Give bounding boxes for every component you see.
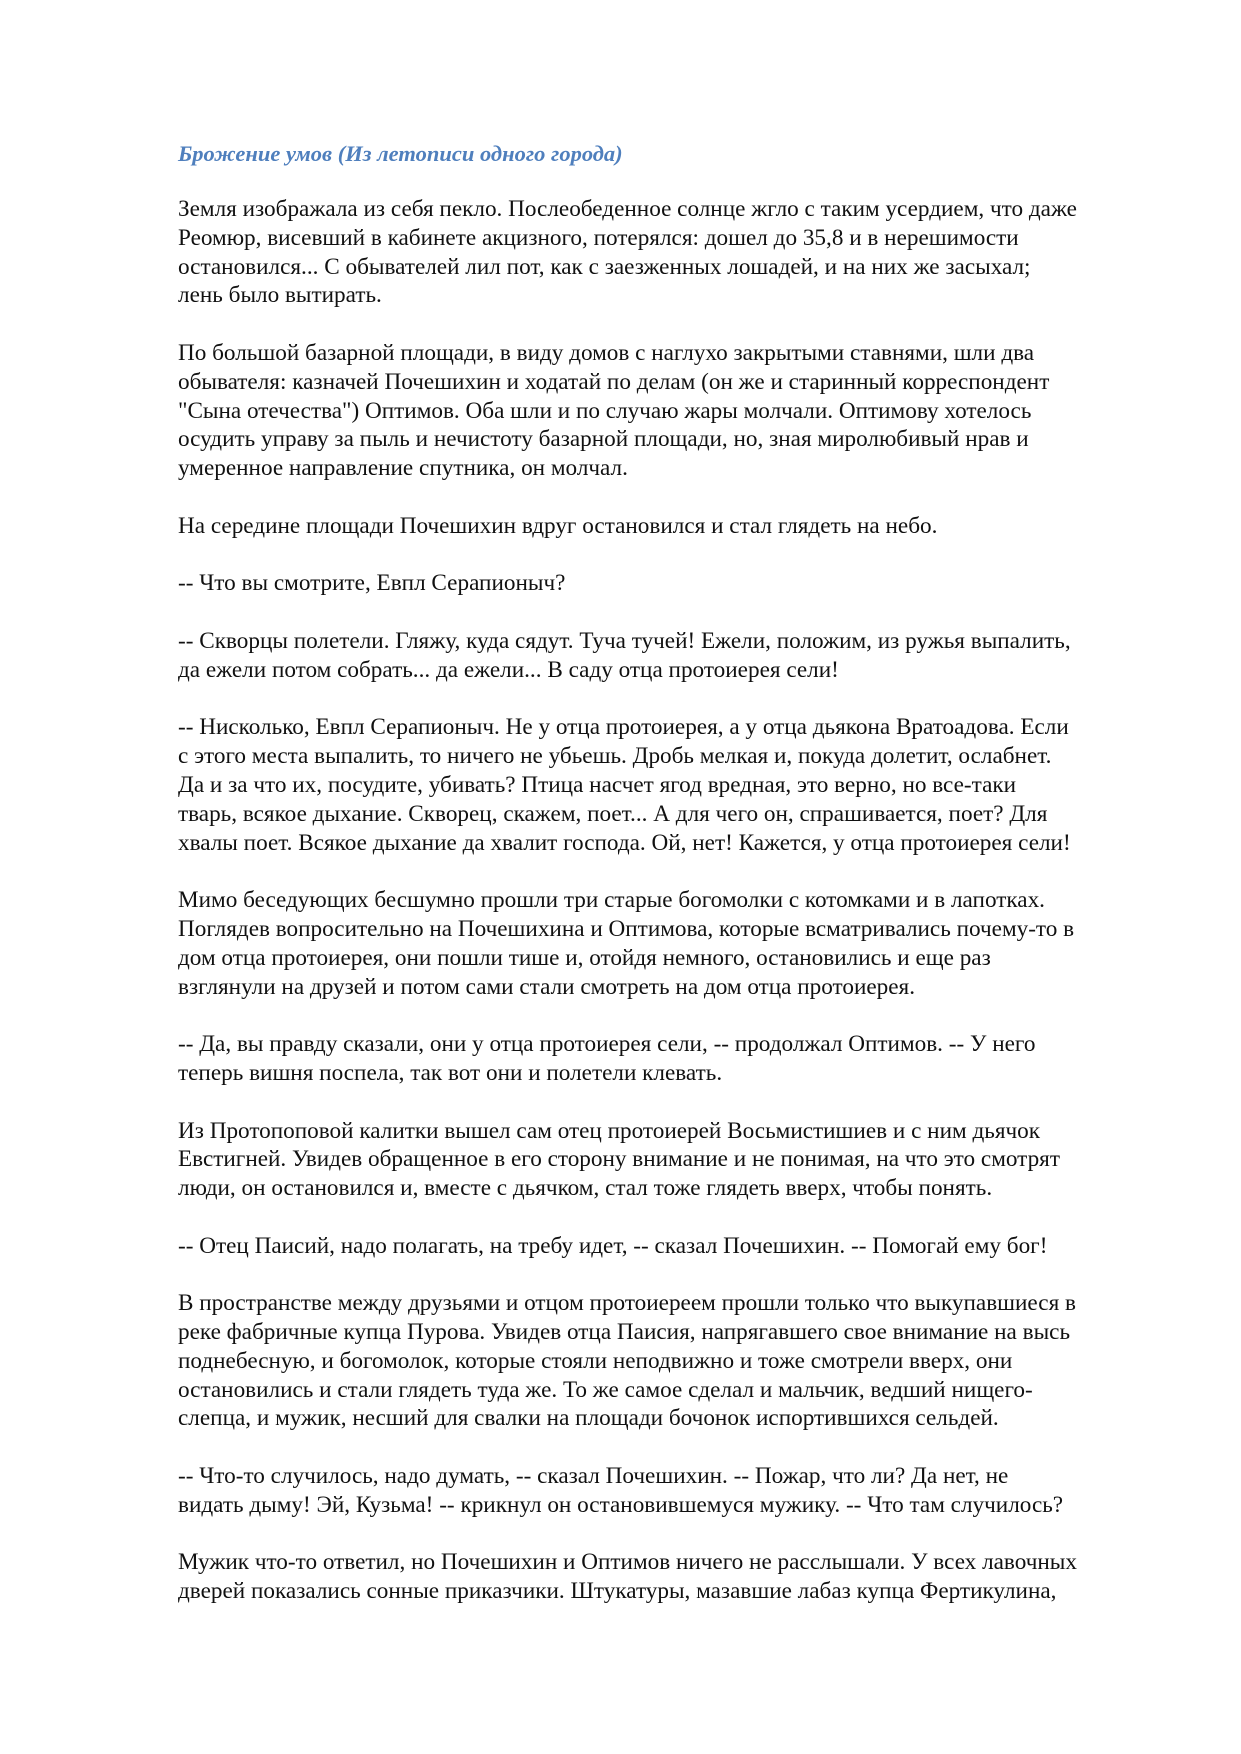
text-line: тварь, всякое дыхание. Скворец, скажем, поет... А для чего он, спрашивается, поет? Для	[178, 800, 1048, 827]
text-line: Мимо беседующих бесшумно прошли три старые богомолки с котомками и в лапотках.	[178, 887, 1045, 914]
paragraph	[178, 627, 1173, 685]
paragraph	[178, 1117, 1173, 1203]
text-line: дом отца протоиерея, они пошли тише и, отойдя немного, остановились и еще раз	[178, 944, 991, 971]
text-line: Реомюр, висевший в кабинете акцизного, потерялся: дошел до 35,8 и в нерешимости	[178, 224, 1019, 251]
text-line: остановились и стали глядеть туда же. То же самое сделал и мальчик, ведший нищего-	[178, 1376, 1033, 1403]
paragraph	[178, 569, 1173, 598]
text-line: дверей показались сонные приказчики. Штукатуры, мазавшие лабаз купца Фертикулина,	[178, 1578, 1057, 1605]
text-line: В пространстве между друзьями и отцом протоиереем прошли только что выкупавшиеся в	[178, 1290, 1077, 1317]
text-line: -- Что-то случилось, надо думать, -- сказал Почешихин. -- Пожар, что ли? Да нет, не	[178, 1463, 1009, 1490]
paragraph	[178, 1030, 1173, 1088]
text-line: "Сына отечества") Оптимов. Оба шли и по случаю жары молчали. Оптимову хотелось	[178, 397, 1032, 424]
paragraph	[178, 1232, 1173, 1261]
paragraph	[178, 713, 1173, 857]
text-line: обывателя: казначей Почешихин и ходатай по делам (он же и старинный корреспондент	[178, 368, 1050, 395]
paragraph	[178, 339, 1173, 483]
text-line: поднебесную, и богомолок, которые стояли неподвижно и тоже смотрели вверх, они	[178, 1347, 1013, 1374]
text-line: слепца, и мужик, несший для свалки на площади бочонок испортившихся сельдей.	[178, 1405, 999, 1432]
text-line: хвалы поет. Всякое дыхание да хвалит господа. Ой, нет! Кажется, у отца протоиерея сели!	[178, 829, 1071, 856]
document-body	[178, 195, 1173, 1606]
text-line: -- Отец Паисий, надо полагать, на требу идет, -- сказал Почешихин. -- Помогай ему бог!	[178, 1232, 1048, 1259]
text-line: лень было вытирать.	[178, 282, 382, 309]
paragraph	[178, 1289, 1173, 1433]
text-line: Из Протопоповой калитки вышел сам отец протоиерей Восьмистишиев и с ним дьячок	[178, 1117, 1041, 1144]
paragraph	[178, 886, 1173, 1001]
text-line: На середине площади Почешихин вдруг остановился и стал глядеть на небо.	[178, 512, 938, 539]
text-line: видать дыму! Эй, Кузьма! -- крикнул он остановившемуся мужику. -- Что там случилось?	[178, 1491, 1064, 1518]
text-line: По большой базарной площади, в виду домов с наглухо закрытыми ставнями, шли два	[178, 339, 1035, 366]
text-line: люди, он остановился и, вместе с дьячком, стал тоже глядеть вверх, чтобы понять.	[178, 1175, 993, 1202]
text-line: теперь вишня поспела, так вот они и полетели клевать.	[178, 1059, 723, 1086]
text-line: взглянули на друзей и потом сами стали смотреть на дом отца протоиерея.	[178, 973, 916, 1000]
text-line: Евстигней. Увидев обращенное в его сторону внимание и не понимая, на что это смотрят	[178, 1146, 1060, 1173]
text-line: -- Скворцы полетели. Гляжу, куда сядут. Туча тучей! Ежели, положим, из ружья выпалить,	[178, 627, 1071, 654]
text-line: Мужик что-то ответил, но Почешихин и Оптимов ничего не расслышали. У всех лавочных	[178, 1549, 1077, 1576]
text-line: реке фабричные купца Пурова. Увидев отца Паисия, напрягавшего свое внимание на высь	[178, 1319, 1071, 1346]
paragraph	[178, 195, 1173, 310]
paragraph	[178, 1462, 1173, 1520]
text-line: остановился... С обывателей лил пот, как с заезженных лошадей, и на них же засыхал;	[178, 253, 1031, 280]
text-line: умеренное направление спутника, он молчал.	[178, 455, 628, 482]
document-page	[178, 139, 1173, 1635]
paragraph	[178, 1548, 1173, 1606]
text-line: осудить управу за пыль и нечистоту базарной площади, но, зная миролюбивый нрав и	[178, 426, 1029, 453]
text-line: -- Нисколько, Евпл Серапионыч. Не у отца протоиерея, а у отца дьякона Вратоадова. Если	[178, 714, 1069, 741]
text-line: Земля изображала из себя пекло. Послеобеденное солнце жгло с таким усердием, что даже	[178, 196, 1077, 222]
text-line: да ежели потом собрать... да ежели... В саду отца протоиерея сели!	[178, 656, 839, 683]
text-line: Поглядев вопросительно на Почешихина и Оптимова, которые всматривались почему-то в	[178, 915, 1075, 942]
text-line: -- Что вы смотрите, Евпл Серапионыч?	[178, 570, 566, 597]
text-line: с этого места выпалить, то ничего не убьешь. Дробь мелкая и, покуда долетит, ослабнет.	[178, 743, 1052, 770]
text-line: -- Да, вы правду сказали, они у отца протоиерея сели, -- продолжал Оптимов. -- У него	[178, 1031, 1036, 1058]
document-title: Брожение умов (Из летописи одного города)	[178, 141, 623, 166]
text-line: Да и за что их, посудите, убивать? Птица насчет ягод вредная, это верно, но все-таки	[178, 771, 1017, 798]
paragraph	[178, 512, 1173, 541]
